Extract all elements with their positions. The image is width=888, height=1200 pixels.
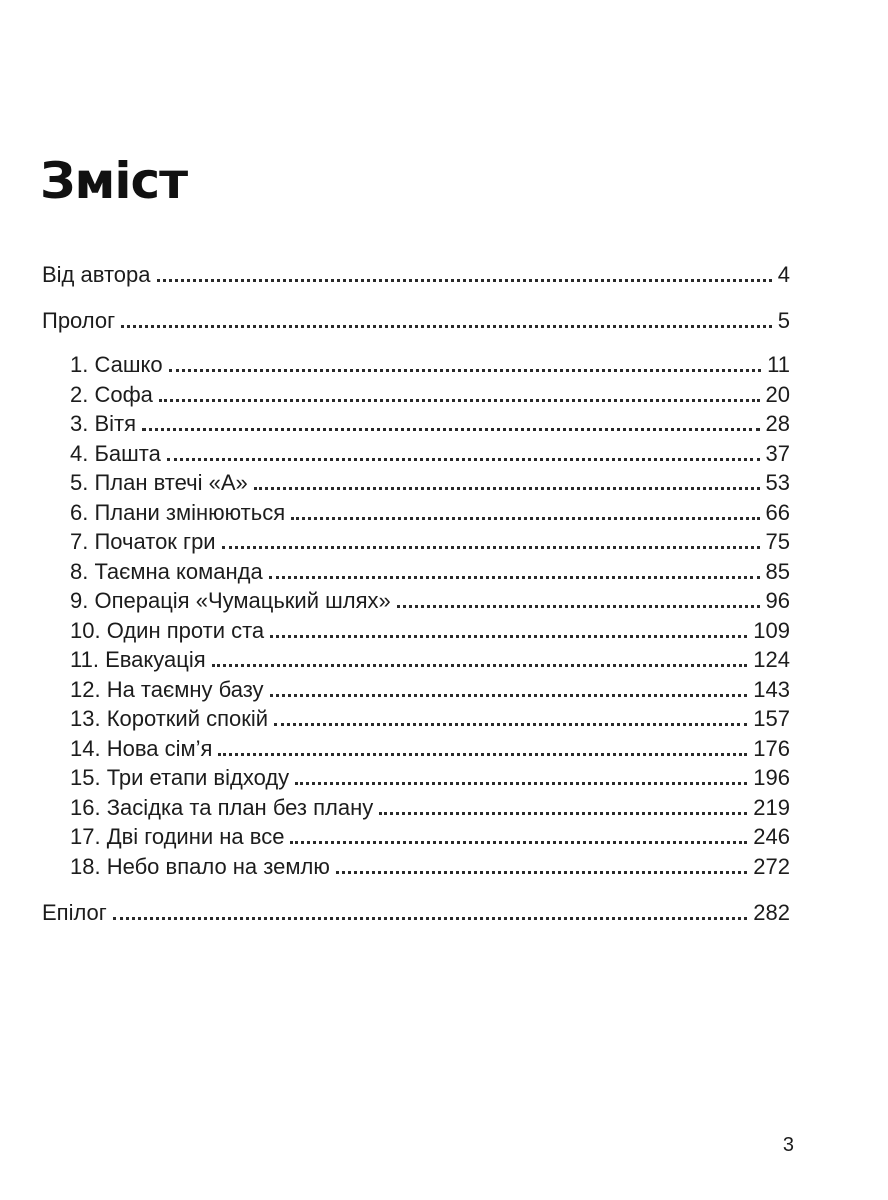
toc-entry-chapter-3[interactable]: [70, 405, 790, 437]
toc-entry-page: 176: [753, 735, 790, 761]
toc-entry-label: 18. Небо впало на землю: [70, 853, 330, 879]
dot-leader: [159, 399, 760, 402]
toc-entry-page: 53: [765, 470, 790, 495]
toc-entry-label: 11. Евакуація: [70, 647, 206, 672]
dot-leader: [212, 664, 748, 667]
toc-entry-chapter-5[interactable]: [70, 464, 790, 496]
toc-entry-chapter-13[interactable]: [70, 700, 790, 732]
toc-entry-page: 75: [765, 529, 790, 554]
toc-entry-label: 12. На таємну базу: [70, 676, 264, 702]
toc-entry-chapter-14[interactable]: [70, 730, 790, 762]
toc-entry-label: 7. Початок гри: [70, 529, 216, 554]
toc-entry-chapter-10[interactable]: [70, 612, 790, 644]
toc-entry-label: 13. Короткий спокій: [70, 706, 269, 731]
dot-leader: [157, 279, 772, 282]
toc-entry-label: 15. Три етапи відходу: [70, 765, 290, 790]
dot-leader: [169, 369, 762, 372]
dot-leader: [270, 694, 748, 697]
dot-leader: [142, 428, 760, 431]
dot-leader: [222, 546, 760, 549]
dot-leader: [295, 782, 747, 785]
toc-entry-label: 16. Засідка та план без плану: [70, 794, 374, 820]
toc-entry-label: 4. Башта: [70, 440, 161, 466]
toc-entry-chapter-15[interactable]: [70, 759, 790, 791]
toc-entry-page: 272: [753, 853, 790, 879]
toc-entry-page: 37: [765, 440, 790, 466]
dot-leader: [167, 458, 760, 461]
toc-entry-prologue[interactable]: [42, 302, 790, 334]
toc-entry-label: 6. Плани змінюються: [70, 499, 286, 525]
toc-entry-page: 85: [765, 558, 790, 584]
dot-leader: [274, 723, 747, 726]
toc-entry-chapter-9[interactable]: [70, 582, 790, 614]
dot-leader: [121, 325, 772, 328]
dot-leader: [269, 576, 760, 579]
toc-entry-chapter-7[interactable]: [70, 523, 790, 555]
toc-entry-chapter-18[interactable]: [70, 848, 790, 880]
toc-entry-page: 219: [753, 794, 790, 820]
toc-entry-page: 28: [765, 411, 790, 436]
toc-entry-label: 3. Вітя: [70, 411, 137, 436]
toc-entry-label: 2. Софа: [70, 381, 153, 407]
page-title: Зміст: [40, 152, 188, 210]
toc-entry-chapter-6[interactable]: [70, 494, 790, 526]
dot-leader: [113, 917, 747, 920]
toc-entry-label: 10. Один проти ста: [70, 617, 265, 643]
toc-entry-chapter-12[interactable]: [70, 671, 790, 703]
dot-leader: [336, 871, 747, 874]
dot-leader: [218, 753, 747, 756]
toc-entry-chapter-8[interactable]: [70, 553, 790, 585]
dot-leader: [379, 812, 747, 815]
dot-leader: [397, 605, 760, 608]
toc-entry-label: 17. Дві години на все: [70, 824, 285, 849]
page-number: 3: [782, 1134, 794, 1156]
toc-entry-chapter-11[interactable]: [70, 641, 790, 673]
toc-entry-page: 20: [765, 381, 790, 407]
toc-entry-label: Від автора: [42, 262, 151, 287]
toc-entry-label: 14. Нова сім’я: [70, 735, 213, 761]
toc-entry-epilogue[interactable]: [42, 894, 790, 926]
toc-entry-page: 143: [753, 676, 790, 702]
toc-entry-label: Пролог: [42, 308, 116, 333]
toc-entry-label: 9. Операція «Чумацький шлях»: [70, 588, 391, 613]
toc-entry-label: 1. Сашко: [70, 352, 163, 377]
dot-leader: [254, 487, 760, 490]
toc-entry-chapter-2[interactable]: [70, 376, 790, 408]
toc-entry-page: 246: [753, 824, 790, 849]
toc-entry-page: 5: [777, 308, 790, 333]
toc-entry-chapter-1[interactable]: [70, 346, 790, 378]
toc-entry-label: 5. План втечі «А»: [70, 470, 248, 495]
toc-entry-page: 157: [753, 706, 790, 731]
toc-entry-from-author[interactable]: [42, 256, 790, 288]
toc-entry-label: 8. Таємна команда: [70, 558, 263, 584]
toc-entry-label: Епілог: [42, 900, 107, 925]
toc-entry-page: 96: [765, 588, 790, 613]
toc-entry-page: 4: [777, 262, 790, 287]
toc-entry-chapter-17[interactable]: [70, 818, 790, 850]
dot-leader: [290, 841, 747, 844]
toc-entry-page: 66: [765, 499, 790, 525]
toc-entry-page: 109: [753, 617, 790, 643]
toc-entry-page: 196: [753, 765, 790, 790]
toc-entry-page: 282: [753, 900, 790, 925]
toc-entry-chapter-4[interactable]: [70, 435, 790, 467]
dot-leader: [270, 635, 747, 638]
toc-entry-chapter-16[interactable]: [70, 789, 790, 821]
toc-entry-page: 11: [767, 352, 790, 377]
dot-leader: [291, 517, 759, 520]
toc-entry-page: 124: [753, 647, 790, 672]
